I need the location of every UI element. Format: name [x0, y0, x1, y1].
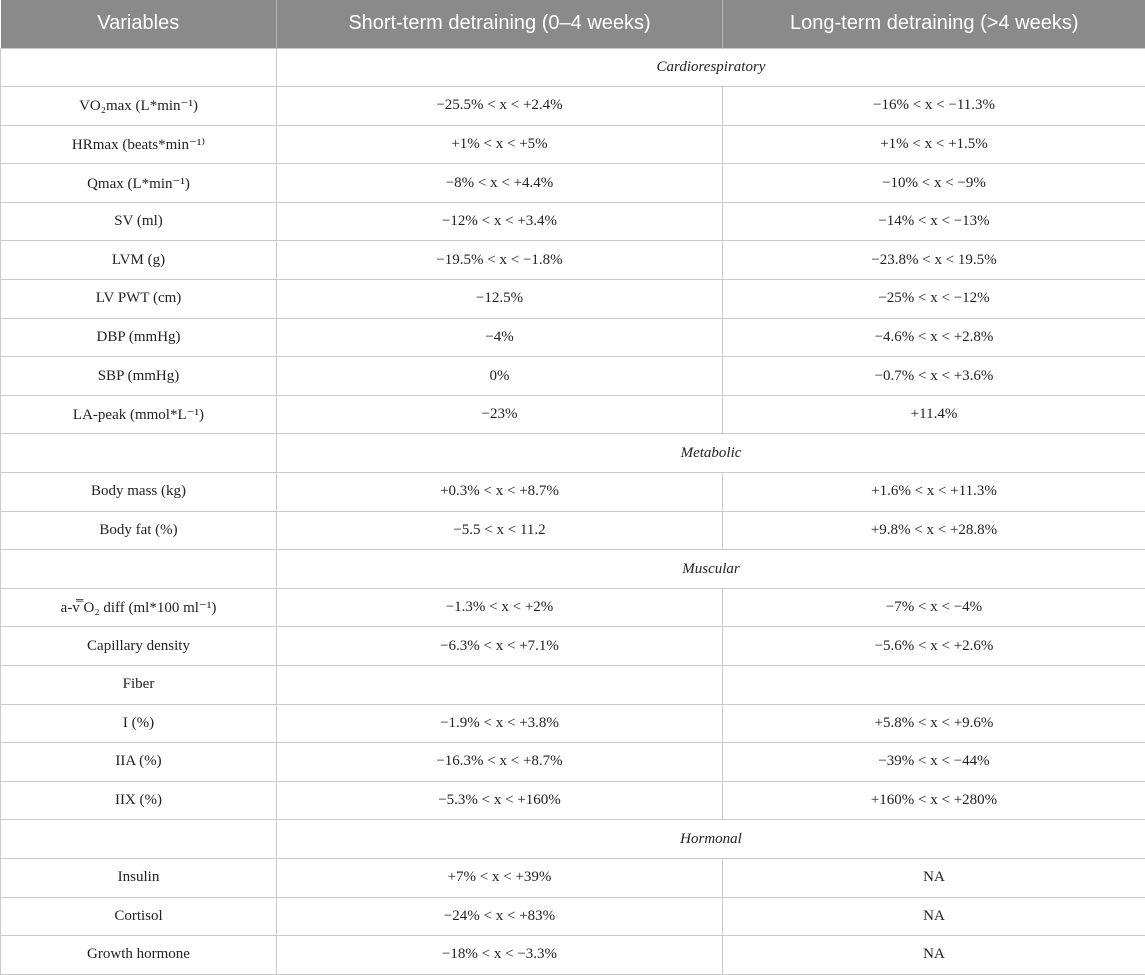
table-row	[1, 627, 1145, 666]
header-short-term: Short-term detraining (0–4 weeks)	[277, 0, 723, 48]
short-term-cell: −23%	[277, 395, 723, 434]
short-term-cell: +1% < x < +5%	[277, 125, 723, 164]
table-row	[1, 666, 1145, 705]
section-label: Cardiorespiratory	[277, 48, 1145, 87]
table-row	[1, 897, 1145, 936]
long-term-cell: +1% < x < +1.5%	[723, 125, 1145, 164]
short-term-cell: −18% < x < −3.3%	[277, 936, 723, 975]
short-term-cell: −5.3% < x < +160%	[277, 781, 723, 820]
table-row	[1, 743, 1145, 782]
section-empty-cell	[1, 48, 277, 87]
table-row	[1, 858, 1145, 897]
section-row	[1, 550, 1145, 589]
variable-cell: LVM (g)	[1, 241, 277, 280]
variable-cell: Qmax (L*min⁻¹)	[1, 164, 277, 203]
variable-cell: Capillary density	[1, 627, 277, 666]
table-row	[1, 357, 1145, 396]
variable-cell: a-v̿ O₂ diff (ml*100 ml⁻¹)	[1, 588, 277, 627]
short-term-cell: −6.3% < x < +7.1%	[277, 627, 723, 666]
short-term-cell: −1.9% < x < +3.8%	[277, 704, 723, 743]
table-row	[1, 125, 1145, 164]
variable-cell: VO₂max (L*min⁻¹)	[1, 87, 277, 126]
table-row	[1, 473, 1145, 512]
header-variables: Variables	[1, 0, 277, 48]
table-header	[1, 0, 1145, 48]
long-term-cell: NA	[723, 897, 1145, 936]
table-row	[1, 241, 1145, 280]
variable-cell: LV PWT (cm)	[1, 280, 277, 319]
table-row	[1, 280, 1145, 319]
table-row	[1, 318, 1145, 357]
long-term-cell: +11.4%	[723, 395, 1145, 434]
table-row	[1, 704, 1145, 743]
short-term-cell: −12.5%	[277, 280, 723, 319]
short-term-cell: −5.5 < x < 11.2	[277, 511, 723, 550]
variable-cell: I (%)	[1, 704, 277, 743]
variable-cell: Body fat (%)	[1, 511, 277, 550]
table-row	[1, 781, 1145, 820]
long-term-cell: −39% < x < −44%	[723, 743, 1145, 782]
section-empty-cell	[1, 820, 277, 859]
short-term-cell: −12% < x < +3.4%	[277, 202, 723, 241]
section-label: Hormonal	[277, 820, 1145, 859]
long-term-cell: −5.6% < x < +2.6%	[723, 627, 1145, 666]
long-term-cell: +160% < x < +280%	[723, 781, 1145, 820]
table-row	[1, 588, 1145, 627]
table-row	[1, 87, 1145, 126]
section-label: Muscular	[277, 550, 1145, 589]
short-term-cell: −19.5% < x < −1.8%	[277, 241, 723, 280]
table-body	[1, 48, 1145, 974]
section-empty-cell	[1, 550, 277, 589]
variable-cell: Cortisol	[1, 897, 277, 936]
long-term-cell: −25% < x < −12%	[723, 280, 1145, 319]
table-row	[1, 395, 1145, 434]
section-empty-cell	[1, 434, 277, 473]
long-term-cell: −23.8% < x < 19.5%	[723, 241, 1145, 280]
variable-cell: IIX (%)	[1, 781, 277, 820]
short-term-cell: +0.3% < x < +8.7%	[277, 473, 723, 512]
long-term-cell: +9.8% < x < +28.8%	[723, 511, 1145, 550]
variable-cell: Fiber	[1, 666, 277, 705]
section-row	[1, 48, 1145, 87]
section-row	[1, 434, 1145, 473]
long-term-cell: NA	[723, 936, 1145, 975]
variable-cell: SBP (mmHg)	[1, 357, 277, 396]
table-row	[1, 511, 1145, 550]
long-term-cell: −7% < x < −4%	[723, 588, 1145, 627]
short-term-cell: −24% < x < +83%	[277, 897, 723, 936]
short-term-cell	[277, 666, 723, 705]
section-row	[1, 820, 1145, 859]
long-term-cell	[723, 666, 1145, 705]
header-row	[1, 0, 1145, 48]
short-term-cell: +7% < x < +39%	[277, 858, 723, 897]
short-term-cell: −1.3% < x < +2%	[277, 588, 723, 627]
table-row	[1, 164, 1145, 203]
table-row	[1, 202, 1145, 241]
long-term-cell: −10% < x < −9%	[723, 164, 1145, 203]
long-term-cell: −16% < x < −11.3%	[723, 87, 1145, 126]
short-term-cell: 0%	[277, 357, 723, 396]
short-term-cell: −4%	[277, 318, 723, 357]
long-term-cell: NA	[723, 858, 1145, 897]
short-term-cell: −8% < x < +4.4%	[277, 164, 723, 203]
long-term-cell: −4.6% < x < +2.8%	[723, 318, 1145, 357]
variable-cell: SV (ml)	[1, 202, 277, 241]
variable-cell: Insulin	[1, 858, 277, 897]
long-term-cell: +1.6% < x < +11.3%	[723, 473, 1145, 512]
long-term-cell: −14% < x < −13%	[723, 202, 1145, 241]
variable-cell: Body mass (kg)	[1, 473, 277, 512]
section-label: Metabolic	[277, 434, 1145, 473]
short-term-cell: −16.3% < x < +8.7%	[277, 743, 723, 782]
variable-cell: IIA (%)	[1, 743, 277, 782]
variable-cell: HRmax (beats*min⁻¹⁾	[1, 125, 277, 164]
variable-cell: LA-peak (mmol*L⁻¹)	[1, 395, 277, 434]
long-term-cell: +5.8% < x < +9.6%	[723, 704, 1145, 743]
variable-cell: DBP (mmHg)	[1, 318, 277, 357]
long-term-cell: −0.7% < x < +3.6%	[723, 357, 1145, 396]
variable-cell: Growth hormone	[1, 936, 277, 975]
table-row	[1, 936, 1145, 975]
short-term-cell: −25.5% < x < +2.4%	[277, 87, 723, 126]
header-long-term: Long-term detraining (>4 weeks)	[723, 0, 1145, 48]
